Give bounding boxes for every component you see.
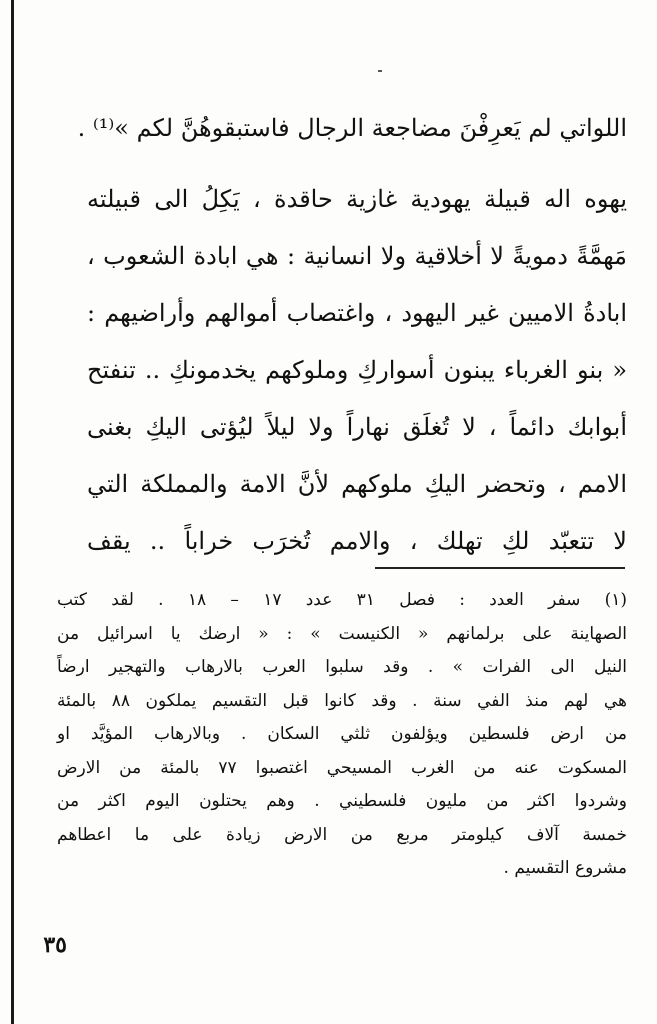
- body-line: ابادةُ الاميين غير اليهود ، واغتصاب أموالهم وأراضيهم :: [87, 299, 627, 327]
- footnote-line: المسكوت عنه من الغرب المسيحي اغتصبوا ٧٧ بالمئة من الارض: [57, 757, 627, 778]
- footnote-line: الصهاينة على برلمانهم « الكنيست » : « ارضك يا اسرائيل من: [57, 623, 627, 644]
- body-line: أبوابك دائماً ، لا تُغلَق نهاراً ولا ليلاً ليُؤتى اليكِ بغنى: [87, 413, 627, 441]
- body-line: لا تتعبّد لكِ تهلك ، والامم تُخرَب خراباً .. يقف: [87, 527, 627, 555]
- footnote-block: [57, 584, 627, 886]
- footnote-line: النيل الى الفرات » . وقد سلبوا العرب بالارهاب والتهجير ارضاً: [57, 657, 627, 677]
- body-line: الامم ، وتحضر اليكِ ملوكهم لأنَّ الامة والمملكة التي: [87, 470, 627, 498]
- body-line: مَهمَّةً دمويةً لا أخلاقية ولا انسانية : هي ابادة الشعوب ،: [87, 242, 627, 270]
- page-number: ٣٥: [43, 932, 67, 958]
- body-line: يهوه اله قبيلة يهودية غازية حاقدة ، يَكِلُ الى قبيلته: [87, 185, 627, 213]
- page-edge-shadow: [11, 0, 14, 1024]
- footnote-line: هي لهم منذ الفي سنة . وقد كانوا قبل التقسيم يملكون ٨٨ بالمئة: [57, 690, 627, 711]
- body-line: « بنو الغرباء يبنون أسواركِ وملوكهم يخدمونكِ .. تنفتح: [87, 356, 627, 384]
- body-line: اللواتي لم يَعرِفْنَ مضاجعة الرجال فاستبقوهُنَّ لكم »⁽¹⁾ .: [77, 114, 627, 142]
- main-body-text: [77, 100, 627, 570]
- footnote-divider: [375, 567, 625, 569]
- footnote-line: خمسة آلاف كيلومتر مربع من الارض زيادة على ما اعطاهم: [57, 824, 627, 845]
- footnote-line: (١) سفر العدد : فصل ٣١ عدد ١٧ – ١٨ . لقد كتب: [57, 590, 628, 610]
- footnote-line: من ارض فلسطين ويؤلفون ثلثي السكان . وبالارهاب المؤيَّد او: [57, 724, 627, 744]
- print-speck: [378, 70, 382, 72]
- footnote-line: مشروع التقسيم .: [503, 858, 627, 878]
- footnote-line: وشردوا اكثر من مليون فلسطيني . وهم يحتلون اليوم اكثر من: [57, 791, 627, 811]
